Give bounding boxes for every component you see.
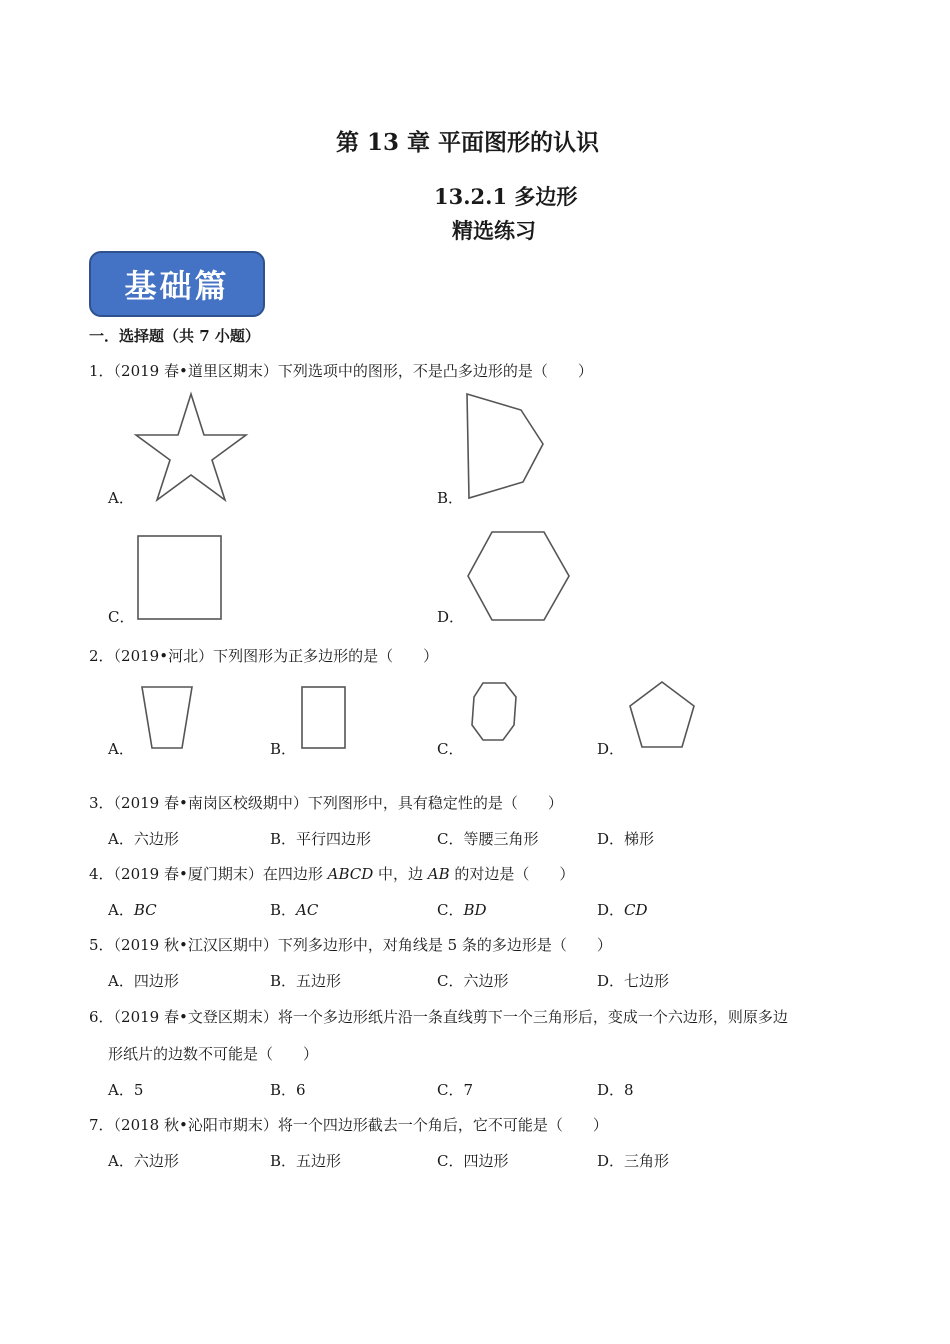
q6-option-b: [270, 1079, 306, 1100]
q4-option-a: [108, 899, 157, 920]
option-label: B．: [270, 830, 297, 848]
option-label: C．: [437, 1081, 464, 1099]
option-label: B．: [270, 1152, 297, 1170]
option-label: A．: [108, 901, 134, 919]
option-text: 五边形: [296, 972, 342, 990]
option-text: AC: [296, 901, 319, 919]
pentagon-irregular-icon: [465, 392, 545, 502]
option-label: D．: [597, 830, 625, 848]
option-text: 5: [133, 1081, 144, 1099]
option-label: C．: [437, 830, 464, 848]
q3-option-c: [437, 828, 539, 849]
question-6-stem-cont: 形纸片的边数不可能是（ ）: [108, 1045, 319, 1063]
option-label: B．: [270, 1081, 297, 1099]
trapezoid-icon: [140, 685, 194, 751]
q1-option-c-label: C．: [108, 608, 135, 626]
section-heading: 一．选择题（共 7 小题）: [89, 327, 260, 345]
option-text: 7: [463, 1081, 474, 1099]
q1-option-b-label: B．: [437, 489, 464, 507]
option-label: A．: [108, 972, 134, 990]
option-text: 等腰三角形: [463, 830, 539, 848]
chapter-title: 第 13 章 平面图形的认识: [336, 129, 600, 156]
option-text: 6: [296, 1081, 306, 1099]
q2-option-d-label: D．: [597, 740, 625, 758]
option-label: B．: [270, 972, 297, 990]
option-label: A．: [108, 1081, 134, 1099]
q2-option-b-label: B．: [270, 740, 297, 758]
option-text: 8: [624, 1081, 634, 1099]
q6-option-a: [108, 1079, 143, 1100]
stem-text: 的对边是（ ）: [449, 865, 575, 883]
q7-option-c: [437, 1150, 509, 1171]
hexagon-icon: [466, 530, 572, 622]
option-label: B．: [270, 901, 297, 919]
q7-option-d: [597, 1150, 669, 1171]
question-2-stem: 2．（2019•河北）下列图形为正多边形的是（ ）: [89, 647, 439, 665]
stem-text: 中，边: [373, 865, 428, 883]
option-label: D．: [597, 1152, 625, 1170]
option-label: A．: [108, 1152, 134, 1170]
stem-var: ABCD: [327, 865, 374, 883]
practice-title: 精选练习: [452, 218, 536, 243]
option-text: BD: [463, 901, 487, 919]
q1-option-d-label: D．: [437, 608, 465, 626]
q2-option-c-label: C．: [437, 740, 464, 758]
q3-option-d: [597, 828, 654, 849]
question-6-stem: 6．（2019 春•文登区期末）将一个多边形纸片沿一条直线剪下一个三角形后，变成一个六边形，则原多边: [89, 1008, 788, 1026]
option-label: C．: [437, 972, 464, 990]
level-banner: [89, 251, 265, 317]
option-text: 七边形: [624, 972, 670, 990]
option-label: D．: [597, 901, 625, 919]
q5-option-b: [270, 970, 341, 991]
option-label: D．: [597, 1081, 625, 1099]
option-text: 六边形: [133, 830, 179, 848]
option-label: C．: [437, 901, 464, 919]
option-text: CD: [624, 901, 648, 919]
option-text: 四边形: [463, 1152, 509, 1170]
q6-option-c: [437, 1079, 473, 1100]
option-text: 六边形: [133, 1152, 179, 1170]
option-text: 四边形: [133, 972, 179, 990]
option-text: 三角形: [624, 1152, 670, 1170]
option-label: C．: [437, 1152, 464, 1170]
q4-option-c: [437, 899, 487, 920]
option-label: D．: [597, 972, 625, 990]
octagon-irregular-icon: [469, 681, 519, 743]
q3-option-b: [270, 828, 371, 849]
star-icon: [134, 392, 248, 502]
question-3-stem: 3．（2019 春•南岗区校级期中）下列图形中，具有稳定性的是（ ）: [89, 794, 563, 812]
q4-option-d: [597, 899, 648, 920]
q3-option-a: [108, 828, 179, 849]
option-text: 五边形: [296, 1152, 342, 1170]
question-4-stem: [89, 863, 574, 884]
q7-option-a: [108, 1150, 179, 1171]
q5-option-a: [108, 970, 179, 991]
option-label: A．: [108, 830, 134, 848]
section-title: 13.2.1 多边形: [434, 184, 578, 209]
regular-pentagon-icon: [628, 680, 696, 750]
q5-option-c: [437, 970, 509, 991]
q7-option-b: [270, 1150, 341, 1171]
square-icon: [137, 535, 223, 621]
option-text: BC: [133, 901, 157, 919]
question-5-stem: 5．（2019 秋•江汉区期中）下列多边形中，对角线是 5 条的多边形是（ ）: [89, 936, 612, 954]
q4-option-b: [270, 899, 318, 920]
stem-text: 4．（2019 春•厦门期末）在四边形: [89, 865, 328, 883]
question-7-stem: 7．（2018 秋•沁阳市期末）将一个四边形截去一个角后，它不可能是（ ）: [89, 1116, 608, 1134]
q6-option-d: [597, 1079, 634, 1100]
rectangle-icon: [301, 686, 347, 750]
option-text: 平行四边形: [296, 830, 372, 848]
banner-label: 基础篇: [124, 267, 230, 305]
stem-var: AB: [427, 865, 450, 883]
q1-option-a-label: A．: [108, 489, 134, 507]
q5-option-d: [597, 970, 669, 991]
option-text: 梯形: [624, 830, 655, 848]
q2-option-a-label: A．: [108, 740, 134, 758]
question-1-stem: 1．（2019 春•道里区期末）下列选项中的图形，不是凸多边形的是（ ）: [89, 362, 593, 380]
option-text: 六边形: [463, 972, 509, 990]
